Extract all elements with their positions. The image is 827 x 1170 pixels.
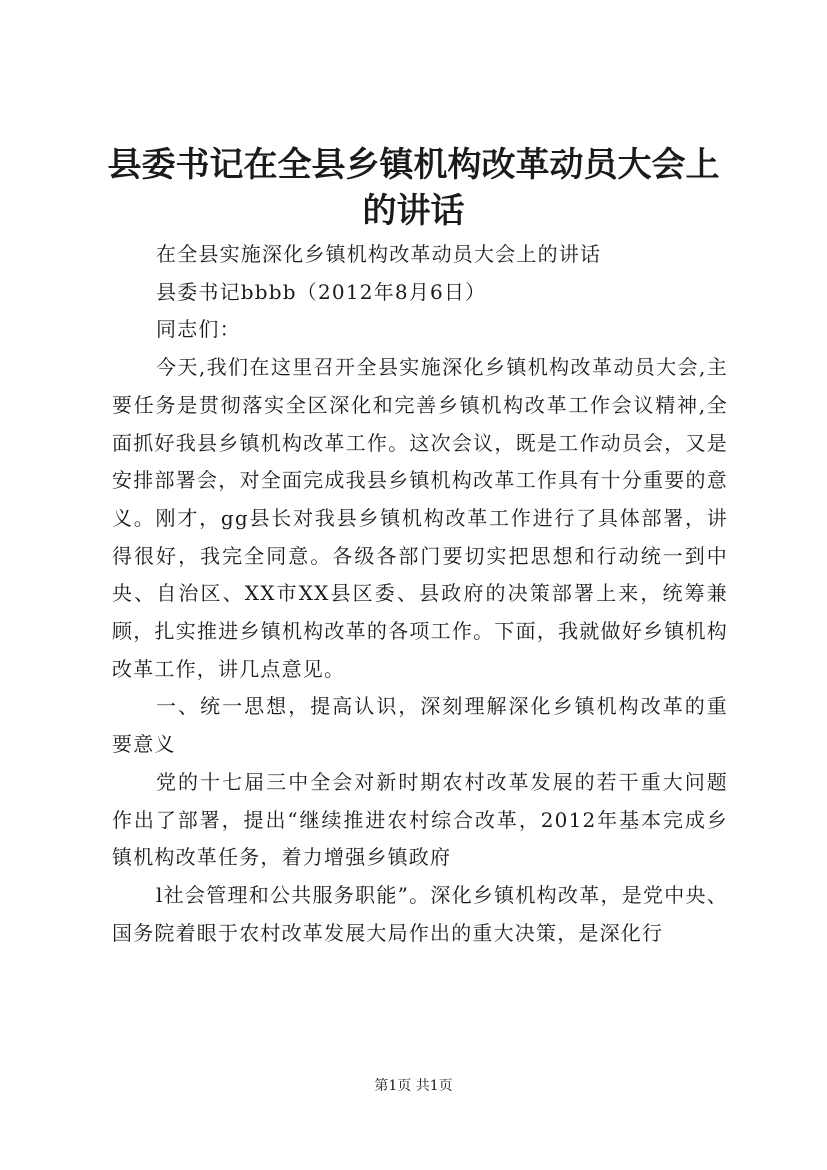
- document-title: 县委书记在全县乡镇机构改革动员大会上的讲话: [107, 145, 720, 231]
- paragraph-intro: 今天,我们在这里召开全县实施深化乡镇机构改革动员大会,主要任务是贯彻落实全区深化和完善乡镇机构改革工作会议精神,全面抓好我县乡镇机构改革工作。这次会议，既是工作动员会，又是安排部署会，对全面完成我县乡镇机构改革工作具有十分重要的意义。刚才，gg县长对我县乡镇机构改革工作进行了具体部署，讲得很好，我完全同意。各级各部门要切实把思想和行动统一到中央、自治区、XX市XX县区委、县政府的决策部署上来，统筹兼顾，扎实推进乡镇机构改革的各项工作。下面，我就做好乡镇机构改革工作，讲几点意见。: [112, 355, 728, 681]
- document-body: [112, 236, 728, 952]
- section-heading: 一、统一思想，提高认识，深刻理解深化乡镇机构改革的重要意义: [112, 694, 728, 757]
- page-footer: 第1页 共1页: [374, 1078, 453, 1094]
- salutation: 同志们：: [156, 317, 241, 342]
- subtitle-line: 在全县实施深化乡镇机构改革动员大会上的讲话: [156, 242, 602, 266]
- paragraph-party-congress: 党的十七届三中全会对新时期农村改革发展的若干重大问题作出了部署，提出“继续推进农村综合改革，2012年基本完成乡镇机构改革任务，着力增强乡镇政府: [112, 769, 728, 870]
- byline: 县委书记bbbb（2012年8月6日）: [156, 279, 487, 304]
- paragraph-continuation: l社会管理和公共服务职能”。深化乡镇机构改革，是党中央、国务院着眼于农村改革发展大局作出的重大决策，是深化行: [112, 882, 728, 945]
